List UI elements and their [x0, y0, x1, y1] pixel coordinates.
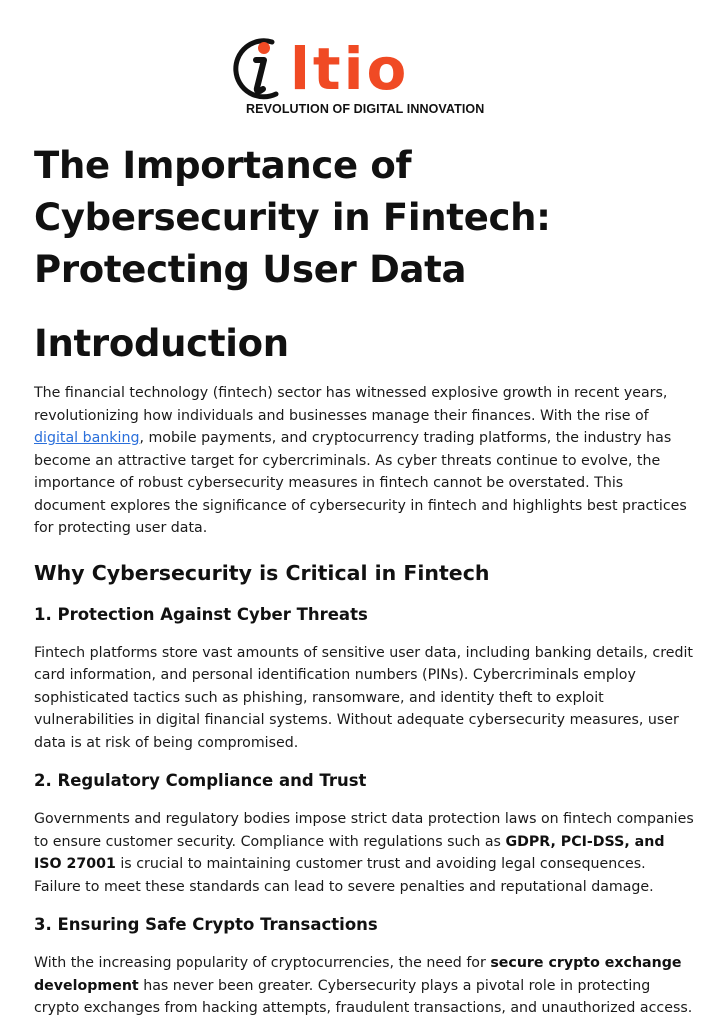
intro-heading: Introduction: [34, 322, 289, 365]
logo-wordmark: ltio: [290, 35, 410, 103]
item-2-text-after: is crucial to maintaining customer trust and avoiding legal consequences. Failure to meet these standards can lead to severe penalties and reputational damage.: [34, 856, 654, 895]
item-3-text-before: With the increasing popularity of cryptocurrencies, the need for: [34, 955, 491, 971]
item-heading-1: 1. Protection Against Cyber Threats: [34, 604, 368, 624]
brand-logo: [230, 36, 492, 120]
logo-i-icon: [230, 36, 290, 102]
item-2-text-before: Governments and regulatory bodies impose strict data protection laws on fintech companies to ensure customer security. Compliance with regulations such as: [34, 811, 694, 850]
item-3-text-after: has never been greater. Cybersecurity plays a pivotal role in protecting crypto exchanges from hacking attempts, fraudulent transactions, and unauthorized access.: [34, 977, 693, 1016]
intro-text-1: The financial technology (fintech) sector has witnessed explosive growth in recent years, revolutionizing how individuals and businesses manage their finances. With the rise of: [34, 385, 668, 424]
intro-paragraph: [34, 382, 694, 540]
item-2-bold: GDPR, PCI-DSS, and ISO 27001: [34, 833, 665, 872]
document-title: The Importance of Cybersecurity in Fintech: Protecting User Data: [34, 144, 551, 291]
logo-tagline: REVOLUTION OF DIGITAL INNOVATION: [246, 102, 485, 116]
document-body: [34, 140, 694, 1020]
digital-banking-link[interactable]: digital banking: [34, 430, 140, 446]
item-heading-2: 2. Regulatory Compliance and Trust: [34, 771, 367, 790]
item-heading-3: 3. Ensuring Safe Crypto Transactions: [34, 915, 378, 934]
item-paragraph-2: [34, 808, 694, 898]
item-3-bold: secure crypto exchange development: [34, 955, 682, 994]
item-paragraph-1: Fintech platforms store vast amounts of sensitive user data, including banking details, credit card information, and personal identification numbers (PINs). Cybercriminals employ sophisticated tactics such as phishing, ransomware, and identity theft to exploit vulnerabilities in digital financial systems. Without adequate cybersecurity measures, user data is at risk of being compromised.: [34, 644, 693, 751]
intro-text-2: , mobile payments, and cryptocurrency trading platforms, the industry has become an attractive target for cybercriminals. As cyber threats continue to evolve, the importance of robust cybersecurity measures in fintech cannot be overstated. This document explores the significance of cybersecurity in fintech and highlights best practices for protecting user data.: [34, 430, 687, 536]
item-paragraph-3: [34, 952, 694, 1020]
section-heading: Why Cybersecurity is Critical in Fintech: [34, 560, 490, 585]
